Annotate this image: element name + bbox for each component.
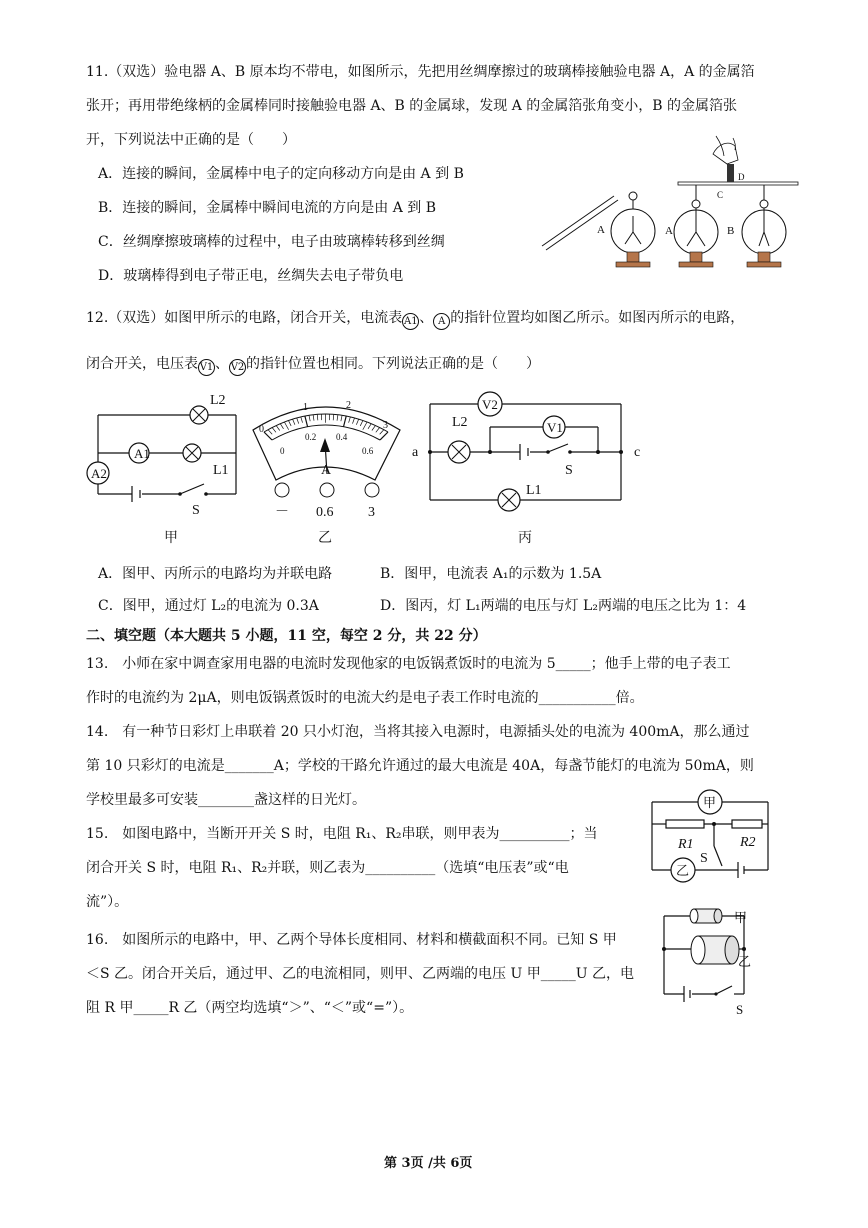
section-title-fill-in: 二、填空题（本大题共 5 小题，11 空，每空 2 分，共 22 分） [86, 628, 487, 644]
q11-stem-line3: 开，下列说法中正确的是（ ） [86, 132, 296, 148]
q12-line1-post: 的指针位置均如图乙所示。如图丙所示的电路， [450, 310, 745, 326]
terminal-label-3: 3 [368, 505, 375, 520]
q12-sep2: 、 [215, 356, 229, 372]
voltmeter-v2-icon: V2 [229, 359, 246, 376]
circuit-bing [408, 392, 648, 546]
ammeter-a1-jia-icon [129, 443, 150, 463]
circuit-jia [82, 392, 252, 546]
scale-bottom-1: 0.2 [305, 432, 317, 442]
q12-stem-line2 [86, 356, 540, 376]
scale-top-2: 2 [346, 400, 351, 411]
terminal-3 [365, 483, 379, 497]
label-r1: R1 [678, 837, 694, 852]
ammeter-a-icon: A [433, 313, 450, 330]
q12-option-c: C．图甲，通过灯 L₂的电流为 0.3A [98, 598, 319, 614]
label-jia-q16: 甲 [734, 910, 748, 925]
q12-stem-line1 [86, 310, 744, 330]
voltmeter-v1-icon: V1 [198, 359, 215, 376]
caption-bing: 丙 [518, 531, 532, 546]
q11-option-a: A．连接的瞬间，金属棒中电子的定向移动方向是由 A 到 B [98, 166, 464, 182]
conductor-jia-icon [690, 909, 722, 923]
svg-text:A1: A1 [134, 446, 150, 461]
lamp-l1-bing-icon [498, 489, 520, 511]
terminal-label-0-6: 0.6 [316, 505, 334, 520]
meter-yi-icon [671, 858, 695, 882]
label-l1: L1 [213, 463, 229, 478]
q11-option-d: D．玻璃棒得到电子带正电，丝绸失去电子带负电 [98, 268, 404, 284]
label-c: C [717, 190, 724, 200]
q14-line1: 14. 有一种节日彩灯上串联着 20 只小灯泡，当将其接入电源时，电源插头处的电流为 400mA，那么通过 [86, 724, 750, 740]
terminal-negative [275, 483, 289, 497]
label-a-middle: A [665, 225, 673, 237]
scale-top-0: 0 [259, 424, 264, 435]
glass-rod [542, 196, 618, 250]
q16-line3: 阻 R 甲_____R 乙（两空均选填“＞”、“＜”或“=”）。 [86, 1000, 414, 1016]
svg-text:V1: V1 [547, 420, 563, 435]
label-d: D [738, 172, 745, 182]
ammeter-dial-yi [250, 392, 410, 546]
electroscope-a-left [597, 192, 655, 267]
q11-stem-line2: 张开；再用带绝缘柄的金属棒同时接触验电器 A、B 的金属球，发现 A 的金属箔张角变小，B 的金属箔张 [86, 98, 738, 114]
q12-option-d: D．图丙，灯 L₁两端的电压与灯 L₂两端的电压之比为 1：4 [380, 598, 747, 614]
scale-top-1: 1 [303, 402, 308, 413]
scale-bottom-3: 0.6 [362, 446, 374, 456]
q16-line1: 16. 如图所示的电路中，甲、乙两个导体长度相同、材料和横截面积不同。已知 S 甲 [86, 932, 617, 948]
label-a-left: A [597, 224, 605, 236]
dial-unit: A [321, 463, 332, 478]
q12-line2-post: 的指针位置也相同。下列说法正确的是（ ） [246, 356, 540, 372]
terminal-label-negative: － [275, 505, 289, 520]
resistor-r1-icon [666, 820, 704, 828]
q13-line1: 13. 小师在家中调查家用电器的电流时发现他家的电饭锅煮饭时的电流为 5_____；他手上带的电子表工 [86, 656, 731, 672]
label-s-bing: S [565, 463, 573, 478]
q14-line3: 学校里最多可安装________盏这样的日光灯。 [86, 792, 366, 808]
svg-text:V2: V2 [482, 397, 498, 412]
label-s-q15: S [700, 851, 708, 866]
q16-line2: ＜S 乙。闭合开关后，通过甲、乙的电流相同，则甲、乙两端的电压 U 甲_____U 乙，电 [86, 966, 634, 982]
lamp-l1-icon [183, 444, 201, 462]
q12-sep1: 、 [419, 310, 434, 326]
q11-option-c: C．丝绸摩擦玻璃棒的过程中，电子由玻璃棒转移到丝绸 [98, 234, 445, 250]
label-l1-bing: L1 [526, 483, 542, 498]
q11-option-b: B．连接的瞬间，金属棒中瞬间电流的方向是由 A 到 B [98, 200, 437, 216]
svg-text:甲: 甲 [703, 795, 717, 810]
caption-jia: 甲 [164, 531, 178, 546]
caption-yi: 乙 [318, 531, 332, 546]
q12-option-a: A．图甲、丙所示的电路均为并联电路 [98, 566, 333, 582]
q12-line1-pre: 12.（双选）如图甲所示的电路，闭合开关，电流表 [86, 310, 403, 326]
label-r2: R2 [740, 835, 756, 850]
lamp-l2-icon [190, 406, 208, 424]
label-s-q16: S [736, 1002, 744, 1017]
meter-jia-icon [698, 790, 722, 814]
lamp-l2-bing-icon [448, 441, 470, 463]
label-c-node: c [634, 445, 641, 460]
ammeter-a1-icon: A1 [402, 313, 419, 330]
q12-option-b: B．图甲，电流表 A₁的示数为 1.5A [380, 566, 602, 582]
page-number-footer: 第 3页 /共 6页 [384, 1156, 473, 1171]
label-b: B [727, 225, 735, 237]
label-a-node: a [412, 445, 419, 460]
circuit-q16 [656, 904, 776, 1017]
label-l2-bing: L2 [452, 415, 468, 430]
terminal-0-6 [320, 483, 334, 497]
ammeter-a2-jia-icon [87, 462, 109, 484]
q15-line3: 流”）。 [86, 894, 129, 910]
q15-line1: 15. 如图电路中，当断开开关 S 时，电阻 R₁、R₂串联，则甲表为__________；当 [86, 826, 598, 842]
scale-bottom-2: 0.4 [336, 432, 348, 442]
scale-top-3: 3 [383, 420, 388, 431]
svg-text:乙: 乙 [676, 863, 690, 878]
label-s-jia: S [192, 503, 200, 518]
q14-line2: 第 10 只彩灯的电流是_______A；学校的干路允许通过的最大电流是 40A，每盏节能灯的电流为 50mA，则 [86, 758, 754, 774]
voltmeter-v2-bing-icon [478, 392, 502, 416]
conductor-yi-icon [691, 936, 739, 964]
q12-line2-pre: 闭合开关，电压表 [86, 356, 198, 372]
q11-stem-line1: 11.（双选）验电器 A、B 原本均不带电，如图所示，先把用丝绸摩擦过的玻璃棒接触验电器 A，A 的金属箔 [86, 64, 755, 80]
label-yi-q16: 乙 [738, 954, 752, 969]
electroscope-a-middle [665, 185, 718, 267]
voltmeter-v1-bing-icon [543, 416, 565, 438]
resistor-r2-icon [732, 820, 762, 828]
electroscope-b [727, 185, 786, 267]
label-l2: L2 [210, 393, 226, 408]
electroscope-figure [538, 134, 808, 284]
scale-bottom-0: 0 [280, 446, 285, 456]
q15-line2: 闭合开关 S 时，电阻 R₁、R₂并联，则乙表为__________（选填“电压表”或“电 [86, 860, 569, 876]
svg-text:A2: A2 [91, 466, 107, 481]
circuit-q15 [648, 790, 778, 890]
q13-line2: 作时的电流约为 2μA，则电饭锅煮饭时的电流大约是电子表工作时电流的___________倍。 [86, 690, 644, 706]
